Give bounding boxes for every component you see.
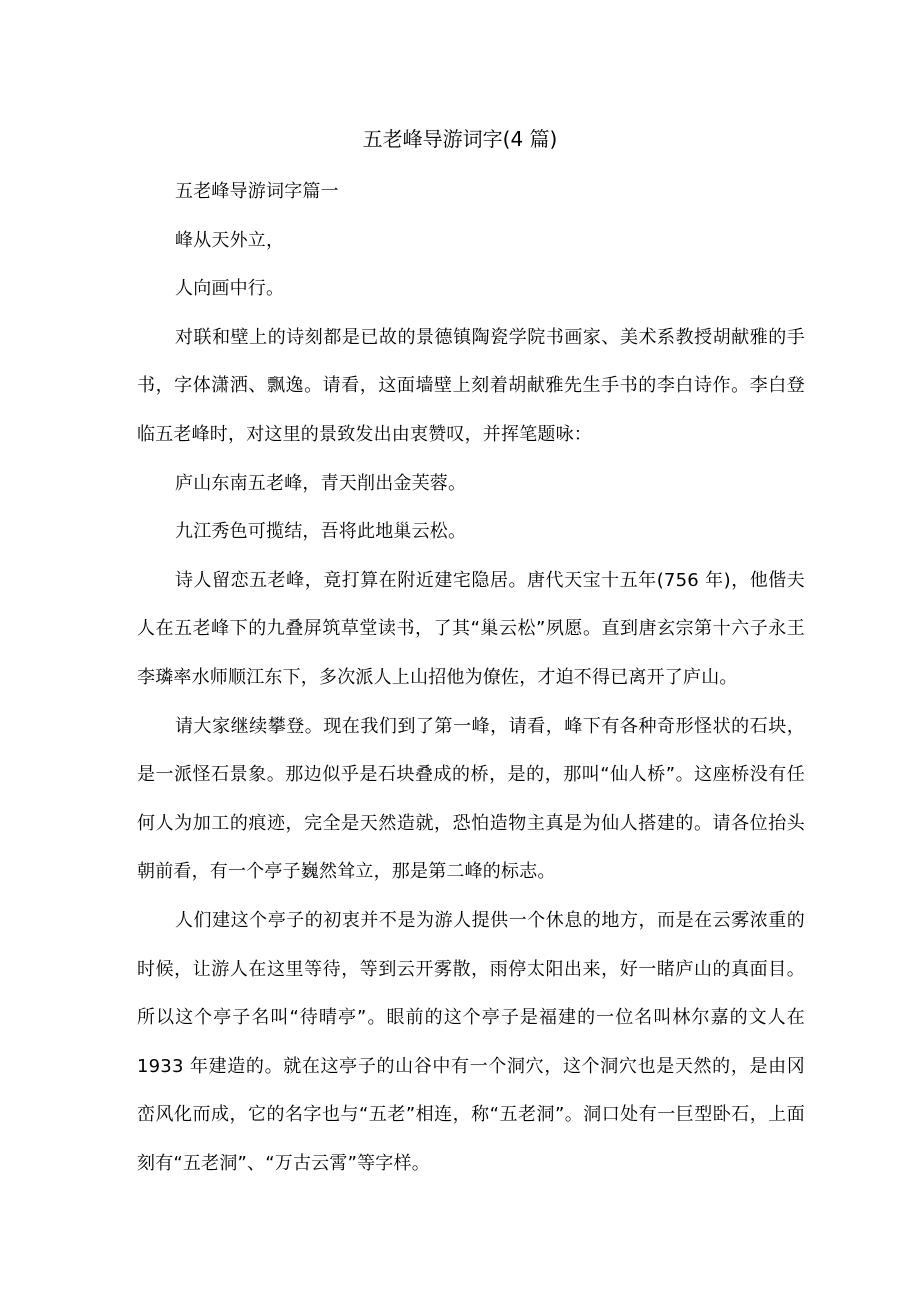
couplet-line-2: 人向画中行。 bbox=[175, 278, 285, 300]
poem-line-2: 九江秀色可揽结，吾将此地巢云松。 bbox=[175, 521, 467, 543]
section-heading: 五老峰导游词字篇一 bbox=[175, 181, 339, 202]
paragraph: 请大家继续攀登。现在我们到了第一峰，请看，峰下有各种奇形怪状的石块，是一派怪石景象。那边似乎是石块叠成的桥，是的，那叫“仙人桥”。这座桥没有任何人为加工的痕迹，完全是天然造就，恐怕造物主真是为仙人搭建的。请各位抬头朝前看，有一个亭子巍然耸立，那是第二峰的标志。 bbox=[137, 715, 805, 883]
document-title: 五老峰导游词字(4 篇) bbox=[362, 127, 558, 151]
couplet-line-1: 峰从天外立， bbox=[175, 229, 285, 251]
paragraph: 人们建这个亭子的初衷并不是为游人提供一个休息的地方，而是在云雾浓重的时候，让游人在这里等待，等到云开雾散，雨停太阳出来，好一睹庐山的真面目。所以这个亭子名叫“待晴亭”。眼前的这个亭子是福建的一位名叫林尔嘉的文人在 1933 年建造的。就在这亭子的山谷中有一个洞穴，这个洞穴也是天然的，是由冈峦风化而成，它的名字也与“五老”相连，称“五老洞”。洞口处有一巨型卧石，上面刻有“五老洞”、“万古云霄”等字样。 bbox=[137, 909, 805, 1174]
document-body bbox=[137, 168, 805, 1188]
poem-line-1: 庐山东南五老峰，青天削出金芙蓉。 bbox=[175, 472, 467, 494]
paragraph: 诗人留恋五老峰，竟打算在附近建宅隐居。唐代天宝十五年(756 年)，他偕夫人在五老峰下的九叠屏筑草堂读书，了其“巢云松”夙愿。直到唐玄宗第十六子永王李璘率水师顺江东下，多次派人上山招他为僚佐，才迫不得已离开了庐山。 bbox=[137, 569, 805, 688]
paragraph: 对联和壁上的诗刻都是已故的景德镇陶瓷学院书画家、美术系教授胡献雅的手书，字体潇洒、飘逸。请看，这面墙壁上刻着胡献雅先生手书的李白诗作。李白登临五老峰时，对这里的景致发出由衷赞叹，并挥笔题咏： bbox=[137, 326, 805, 445]
